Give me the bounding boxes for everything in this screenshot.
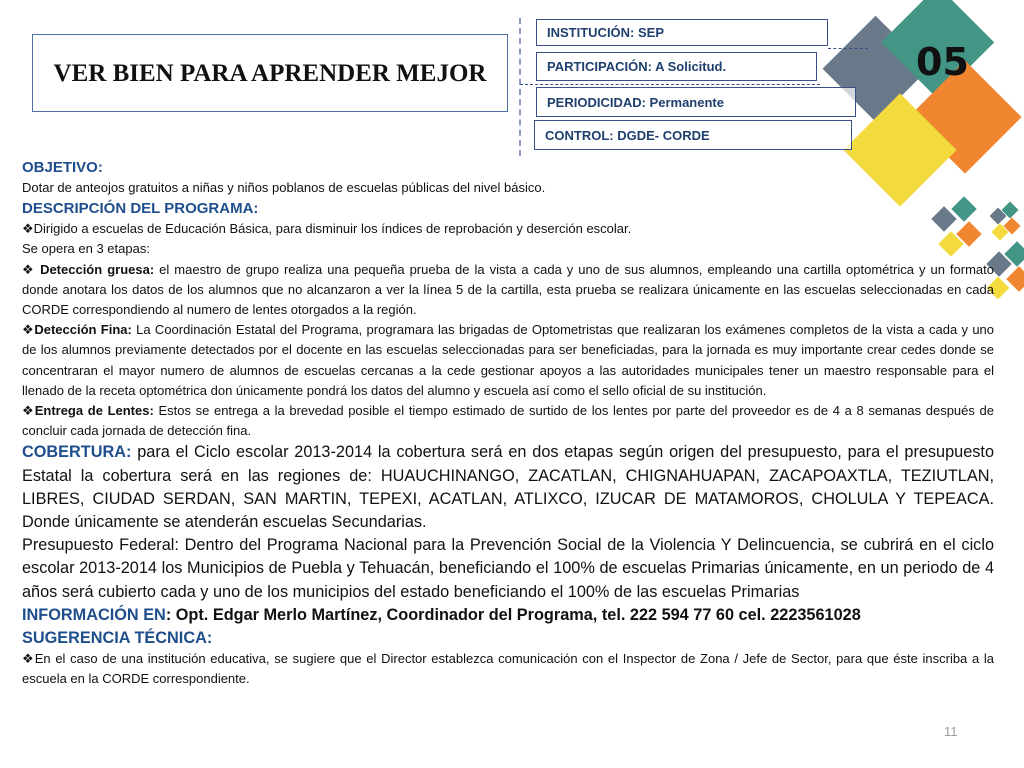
page-title: VER BIEN PARA APRENDER MEJOR — [32, 34, 508, 112]
institucion-field: INSTITUCIÓN: SEP — [536, 19, 828, 46]
list-item: ❖Detección Fina: La Coordinación Estatal del Programa, programara las brigadas de Optometristas que realizaran los exámenes completos de la vista a cada y uno de los alumnos previamente detectados por el docente en las escuelas seleccionadas para ser beneficiadas, para la jornada es muy importante crear cedes donde se concentraran el mayor numero de alumnos de escuelas cercanas a la cede gestionar apoyos a las autoridades municipales tener un maestro responsable para el llenado de la receta optométrica don únicamente pondrá los datos del alumno y escuela así como el sello oficial de su institución. — [22, 322, 995, 398]
page-number: 11 — [944, 724, 958, 739]
periodicidad-field: PERIODICIDAD: Permanente — [536, 87, 856, 117]
bullet-icon: ❖ — [22, 221, 34, 237]
participacion-field: PARTICIPACIÓN: A Solicitud. — [536, 52, 817, 81]
body-content — [22, 157, 994, 689]
informacion-line: INFORMACIÓN EN: Opt. Edgar Merlo Martínez, Coordinador del Programa, tel. 222 594 77 60 cel. 2223561028 — [22, 605, 861, 624]
bullet-icon: ❖ — [22, 261, 36, 277]
objetivo-text: Dotar de anteojos gratuitos a niñas y niños poblanos de escuelas públicas del nivel básico. — [22, 180, 546, 195]
list-item: ❖En el caso de una institución educativa, se sugiere que el Director establezca comunicación con el Inspector de Zona / Jefe de Sector, para que éste inscriba a la escuela en la CORDE correspondiente. — [22, 651, 995, 687]
list-item: ❖Dirigido a escuelas de Educación Básica, para disminuir los índices de reprobación y deserción escolar. — [22, 221, 632, 237]
sheet-number: 05 — [916, 40, 969, 84]
bullet-icon: ❖ — [22, 651, 35, 667]
bullet-icon: ❖ — [22, 322, 35, 338]
list-item: ❖Entrega de Lentes: Estos se entrega a la brevedad posible el tiempo estimado de surtido de los lentes por parte del proveedor es de 4 a 8 semanas después de concluir cada jornada de detección fina. — [22, 403, 994, 439]
descripcion-heading: DESCRIPCIÓN DEL PROGRAMA: — [22, 200, 259, 218]
cobertura-paragraph: COBERTURA: para el Ciclo escolar 2013-2014 la cobertura será en dos etapas según origen del presupuesto, para el presupuesto Estatal la cobertura será en las regiones de: HUAUCHINANGO, ZACATLAN, CHIGNAHUAPAN, ZACAPOAXTLA, TEZIUTLAN, LIBRES, CIUDAD SERDAN, SAN MARTIN, TEPEXI, ACATLAN, ATLIXCO, IZUCAR DE MATAMOROS, CHOLULA Y TEPEACA. Donde únicamente se atenderán escuelas Secundarias. — [22, 443, 994, 532]
divider — [520, 84, 820, 85]
control-field: CONTROL: DGDE- CORDE — [534, 120, 852, 150]
divider — [519, 18, 521, 156]
federal-paragraph: Presupuesto Federal: Dentro del Programa Nacional para la Prevención Social de la Violencia Y Delincuencia, se cubrirá en el ciclo escolar 2013-2014 los Municipios de Puebla y Tehuacán, beneficiando el 100% de escuelas Primarias únicamente, en un periodo de 4 años será cubierto cada y uno de los municipios del estado beneficiando el 100% de las escuelas Primarias — [22, 536, 994, 601]
objetivo-heading: OBJETIVO: — [22, 159, 103, 176]
divider — [828, 48, 868, 49]
etapas-text: Se opera en 3 etapas: — [22, 241, 150, 257]
bullet-icon: ❖ — [22, 403, 35, 419]
sugerencia-heading: SUGERENCIA TÉCNICA: — [22, 629, 213, 648]
list-item: ❖ Detección gruesa: el maestro de grupo realiza una pequeña prueba de la vista a cada y uno de sus alumnos, empleando una cartilla optométrica y un formato donde anotara los datos de los alumnos que no alcanzaron a ver la línea 5 de la cartilla, esta prueba se realizara únicamente en las escuelas seleccionadas en cada CORDE correspondiendo al numero de lentes otorgados a la región. — [22, 261, 994, 318]
